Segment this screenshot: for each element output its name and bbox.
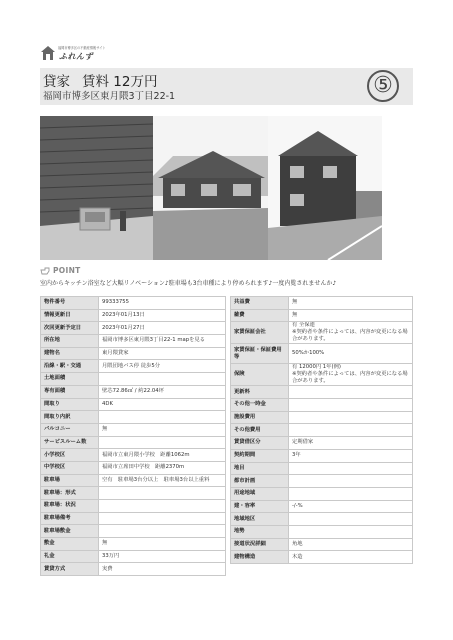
table-row <box>41 360 226 373</box>
table-row <box>231 462 413 475</box>
row-value <box>289 462 413 475</box>
property-kind: 貸家 <box>43 74 70 90</box>
pointing-hand-icon <box>40 265 50 275</box>
row-value: 定期借家 <box>289 437 413 450</box>
table-row <box>41 538 226 551</box>
row-label: 家賃保証・保証費用等 <box>231 344 289 364</box>
row-label: 地勢 <box>231 525 289 538</box>
row-label: 用途地域 <box>231 487 289 500</box>
table-row <box>231 411 413 424</box>
row-value: 2023年01月13日 <box>99 309 226 322</box>
table-row <box>41 297 226 310</box>
row-value: 3年 <box>289 449 413 462</box>
table-row <box>231 513 413 526</box>
row-value <box>289 487 413 500</box>
table-row <box>231 309 413 322</box>
table-row <box>41 512 226 525</box>
table-row <box>231 437 413 450</box>
company-logo <box>40 43 126 63</box>
row-label: 所在地 <box>41 335 99 348</box>
row-label: 物件番号 <box>41 297 99 310</box>
table-row <box>41 335 226 348</box>
row-label: 契約期間 <box>231 449 289 462</box>
row-value: 福岡市立席田中学校 距離2370m <box>99 461 226 474</box>
row-label: サービスルーム数 <box>41 436 99 449</box>
row-value: 無 <box>289 309 413 322</box>
table-row <box>41 563 226 576</box>
table-row <box>41 436 226 449</box>
table-row <box>231 344 413 364</box>
row-label: 駐車場：状況 <box>41 500 99 513</box>
listing-number-badge: ⑤ <box>367 70 399 102</box>
row-value: -/-% <box>289 500 413 513</box>
row-value <box>99 512 226 525</box>
table-row <box>41 398 226 411</box>
table-row <box>41 474 226 487</box>
row-value <box>289 386 413 399</box>
row-value: 角地 <box>289 538 413 551</box>
row-label: 保険 <box>231 364 289 386</box>
table-row <box>41 309 226 322</box>
table-row <box>41 449 226 462</box>
row-label: その他一時金 <box>231 399 289 412</box>
row-label: 都市計画 <box>231 475 289 488</box>
row-label: 接道状況詳細 <box>231 538 289 551</box>
row-label: 間取り内訳 <box>41 411 99 424</box>
row-label: 建物構造 <box>231 551 289 564</box>
row-value: 福岡市立東月隈小学校 距離1062m <box>99 449 226 462</box>
point-label: POINT <box>53 265 81 275</box>
row-label: 賃貸借区分 <box>231 437 289 450</box>
row-value <box>289 411 413 424</box>
table-row <box>41 385 226 398</box>
table-row <box>231 449 413 462</box>
table-row <box>41 411 226 424</box>
row-label: バルコニー <box>41 423 99 436</box>
point-description: 室内からキッチン浴室など大幅リノベーション♪駐車場も3台車種により停められます♪一度内覧されませんか♪ <box>40 280 337 287</box>
table-row <box>231 500 413 513</box>
row-value: 東月隈貸家 <box>99 347 226 360</box>
row-label: 賃貸方式 <box>41 563 99 576</box>
table-row <box>231 487 413 500</box>
row-value <box>99 436 226 449</box>
row-label: 施設費用 <box>231 411 289 424</box>
row-label: 地域地区 <box>231 513 289 526</box>
row-value <box>289 513 413 526</box>
row-value: 99333755 <box>99 297 226 310</box>
row-label: 敷金 <box>41 538 99 551</box>
property-details-table-left <box>40 296 226 576</box>
row-value <box>99 373 226 386</box>
row-value <box>289 399 413 412</box>
row-value: 実費 <box>99 563 226 576</box>
row-value: 壁芯72.86㎡ / 約22.04坪 <box>99 385 226 398</box>
table-row <box>41 525 226 538</box>
row-value <box>289 424 413 437</box>
row-value: 月隈団地バス停 徒歩5分 <box>99 360 226 373</box>
row-value: 無 <box>289 297 413 310</box>
table-row <box>231 475 413 488</box>
table-row <box>231 297 413 310</box>
photo-exterior-wall <box>40 116 153 260</box>
row-value: 33万円 <box>99 550 226 563</box>
property-address: 福岡市博多区東月隈3丁目22-1 <box>43 91 176 102</box>
row-value <box>289 475 413 488</box>
rent-price: 賃料 12万円 <box>82 74 158 90</box>
table-row <box>41 461 226 474</box>
point-heading <box>40 264 81 276</box>
photo-house-side <box>268 116 382 260</box>
table-row <box>41 550 226 563</box>
row-label: 沿線・駅・交通 <box>41 360 99 373</box>
table-row <box>231 538 413 551</box>
row-value: 空有 駐車場3台分以上 駐車場3台以上重料 <box>99 474 226 487</box>
table-row <box>41 347 226 360</box>
row-value: 2023年01月27日 <box>99 322 226 335</box>
row-label: 共益費 <box>231 297 289 310</box>
logo-brand: ふれんず <box>59 52 93 61</box>
table-row <box>231 386 413 399</box>
row-label: 間取り <box>41 398 99 411</box>
row-value: 福岡市博多区東月隈3丁目22-1 mapを見る <box>99 335 226 348</box>
row-value <box>99 525 226 538</box>
table-row <box>41 322 226 335</box>
row-label: 土地面積 <box>41 373 99 386</box>
row-value <box>99 411 226 424</box>
row-value <box>289 525 413 538</box>
row-label: 中学校区 <box>41 461 99 474</box>
row-label: 更新料 <box>231 386 289 399</box>
row-label: 駐車場 <box>41 474 99 487</box>
row-label: 情報更新日 <box>41 309 99 322</box>
row-value: 木造 <box>289 551 413 564</box>
row-label: その他費用 <box>231 424 289 437</box>
row-value: 有 全保連 ※契約者や条件によっては、内容が変更になる場合があります。 <box>289 322 413 344</box>
table-row <box>231 364 413 386</box>
property-details-table-right <box>230 296 413 564</box>
table-row <box>231 322 413 344</box>
table-row <box>231 424 413 437</box>
table-row <box>231 551 413 564</box>
row-value: 無 <box>99 423 226 436</box>
row-label: 次回更新予定日 <box>41 322 99 335</box>
title-band <box>40 68 413 105</box>
row-label: 建・容率 <box>231 500 289 513</box>
listing-title <box>43 70 157 90</box>
table-row <box>41 500 226 513</box>
table-row <box>231 399 413 412</box>
row-label: 地目 <box>231 462 289 475</box>
row-label: 駐車場：形式 <box>41 487 99 500</box>
table-row <box>41 423 226 436</box>
row-label: 小学校区 <box>41 449 99 462</box>
house-logo-icon <box>40 45 56 61</box>
row-label: 駐車場備考 <box>41 512 99 525</box>
table-row <box>231 525 413 538</box>
table-row <box>41 373 226 386</box>
row-label: 家賃保証会社 <box>231 322 289 344</box>
row-value: 無 <box>99 538 226 551</box>
row-label: 駐車場敷金 <box>41 525 99 538</box>
photo-house-front <box>153 116 268 260</box>
row-label: 建物名 <box>41 347 99 360</box>
logo-tagline: 福岡市博多区の不動産情報サイト <box>58 46 106 50</box>
row-value: 有 12000円 1年(例) ※契約者や条件によっては、内容が変更になる場合があります。 <box>289 364 413 386</box>
row-value: 4DK <box>99 398 226 411</box>
row-value <box>99 487 226 500</box>
row-label: 礼金 <box>41 550 99 563</box>
table-row <box>41 487 226 500</box>
row-value <box>99 500 226 513</box>
row-label: 専有面積 <box>41 385 99 398</box>
row-label: 雑費 <box>231 309 289 322</box>
row-value: 50%か100% <box>289 344 413 364</box>
